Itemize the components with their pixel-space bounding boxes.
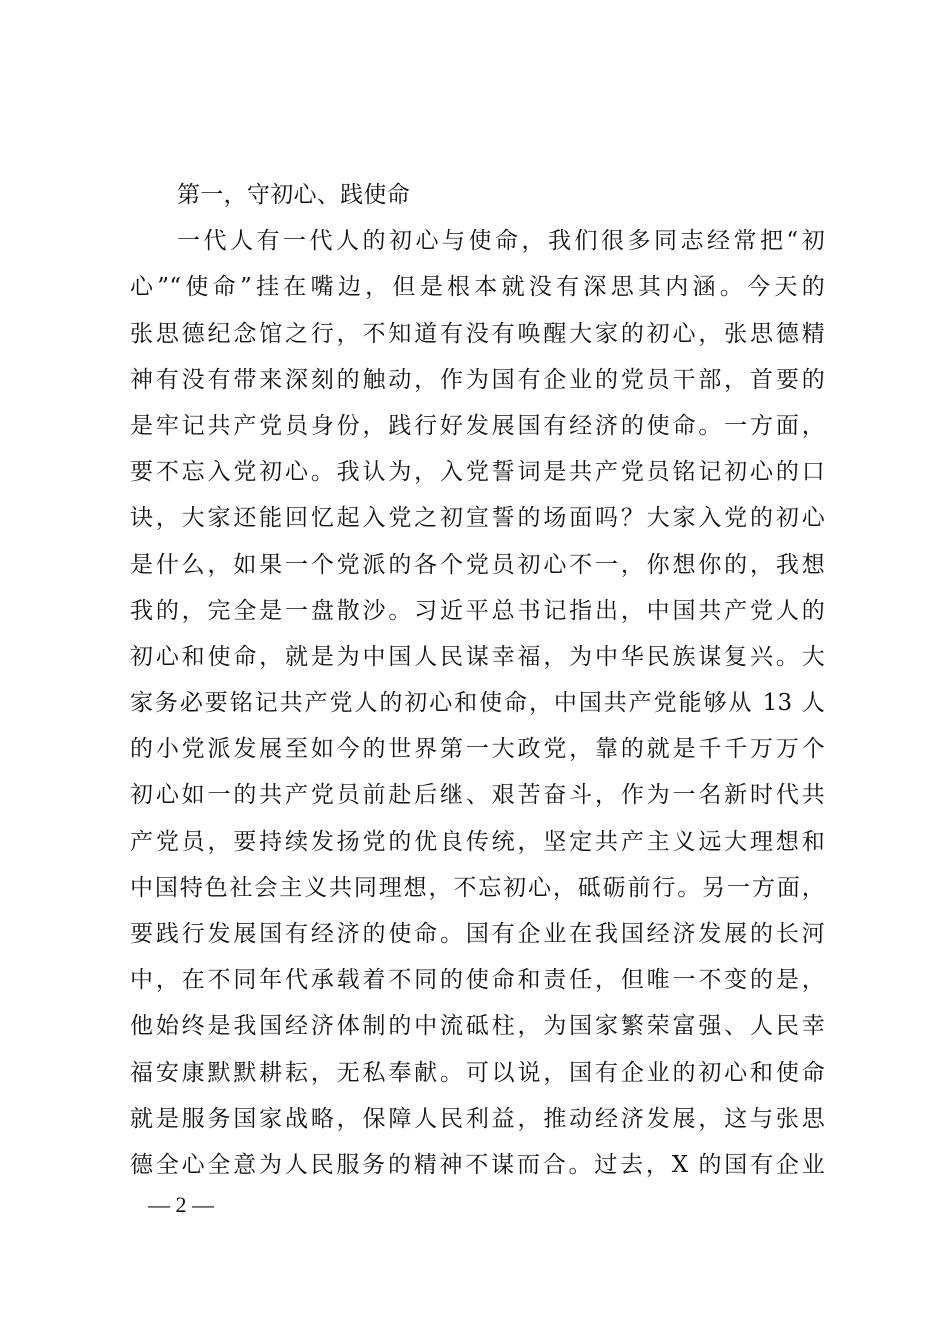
paragraph-line: 的小党派发展至如今的世界第一大政党，靠的就是千千万万个 (130, 736, 825, 763)
paragraph-line: 是什么，如果一个党派的各个党员初心不一，你想你的，我想 (130, 551, 825, 578)
paragraph-line: 我的，完全是一盘散沙。习近平总书记指出，中国共产党人的 (130, 597, 825, 624)
paragraph-line: 产党员，要持续发扬党的优良传统，坚定共产主义远大理想和 (130, 828, 825, 855)
page-number: — 2 — (148, 1192, 214, 1217)
paragraph-line: 心”“使命”挂在嘴边，但是根本就没有深思其内涵。今天的 (130, 274, 825, 301)
paragraph-line: 初心和使命，就是为中国人民谋幸福，为中华民族谋复兴。大 (130, 643, 825, 670)
paragraph-line: 要践行发展国有经济的使命。国有企业在我国经济发展的长河 (130, 921, 825, 947)
paragraph-line: 家务必要铭记共产党人的初心和使命，中国共产党能够从 13 人 (130, 690, 825, 717)
paragraph-line: 张思德纪念馆之行，不知道有没有唤醒大家的初心，张思德精 (130, 320, 825, 347)
paragraph-line: 神有没有带来深刻的触动，作为国有企业的党员干部，首要的 (130, 366, 825, 393)
section-heading: 第一，守初心、践使命 (177, 182, 410, 208)
paragraph-line: 就是服务国家战略，保障人民利益，推动经济发展，这与张思 (130, 1105, 825, 1132)
paragraph-line: 中国特色社会主义共同理想，不忘初心，砥砺前行。另一方面， (130, 874, 825, 901)
paragraph-line: 中，在不同年代承载着不同的使命和责任，但唯一不变的是， (130, 967, 825, 994)
paragraph-line: 福安康默默耕耘，无私奉献。可以说，国有企业的初心和使命 (130, 1059, 825, 1086)
paragraph-line: 是牢记共产党员身份，践行好发展国有经济的使命。一方面， (130, 412, 825, 439)
paragraph-line: 一代人有一代人的初心与使命，我们很多同志经常把“初 (177, 228, 825, 255)
paragraph-line: 初心如一的共产党员前赴后继、艰苦奋斗，作为一名新时代共 (130, 782, 825, 809)
document-body (130, 172, 825, 1188)
paragraph-line: 诀，大家还能回忆起入党之初宣誓的场面吗？大家入党的初心 (130, 505, 825, 532)
paragraph-line: 他始终是我国经济体制的中流砥柱，为国家繁荣富强、人民幸 (130, 1013, 825, 1040)
paragraph-line: 德全心全意为人民服务的精神不谋而合。过去，X 的国有企业 (130, 1151, 825, 1178)
paragraph-line: 要不忘入党初心。我认为，入党誓词是共产党员铭记初心的口 (130, 459, 825, 486)
